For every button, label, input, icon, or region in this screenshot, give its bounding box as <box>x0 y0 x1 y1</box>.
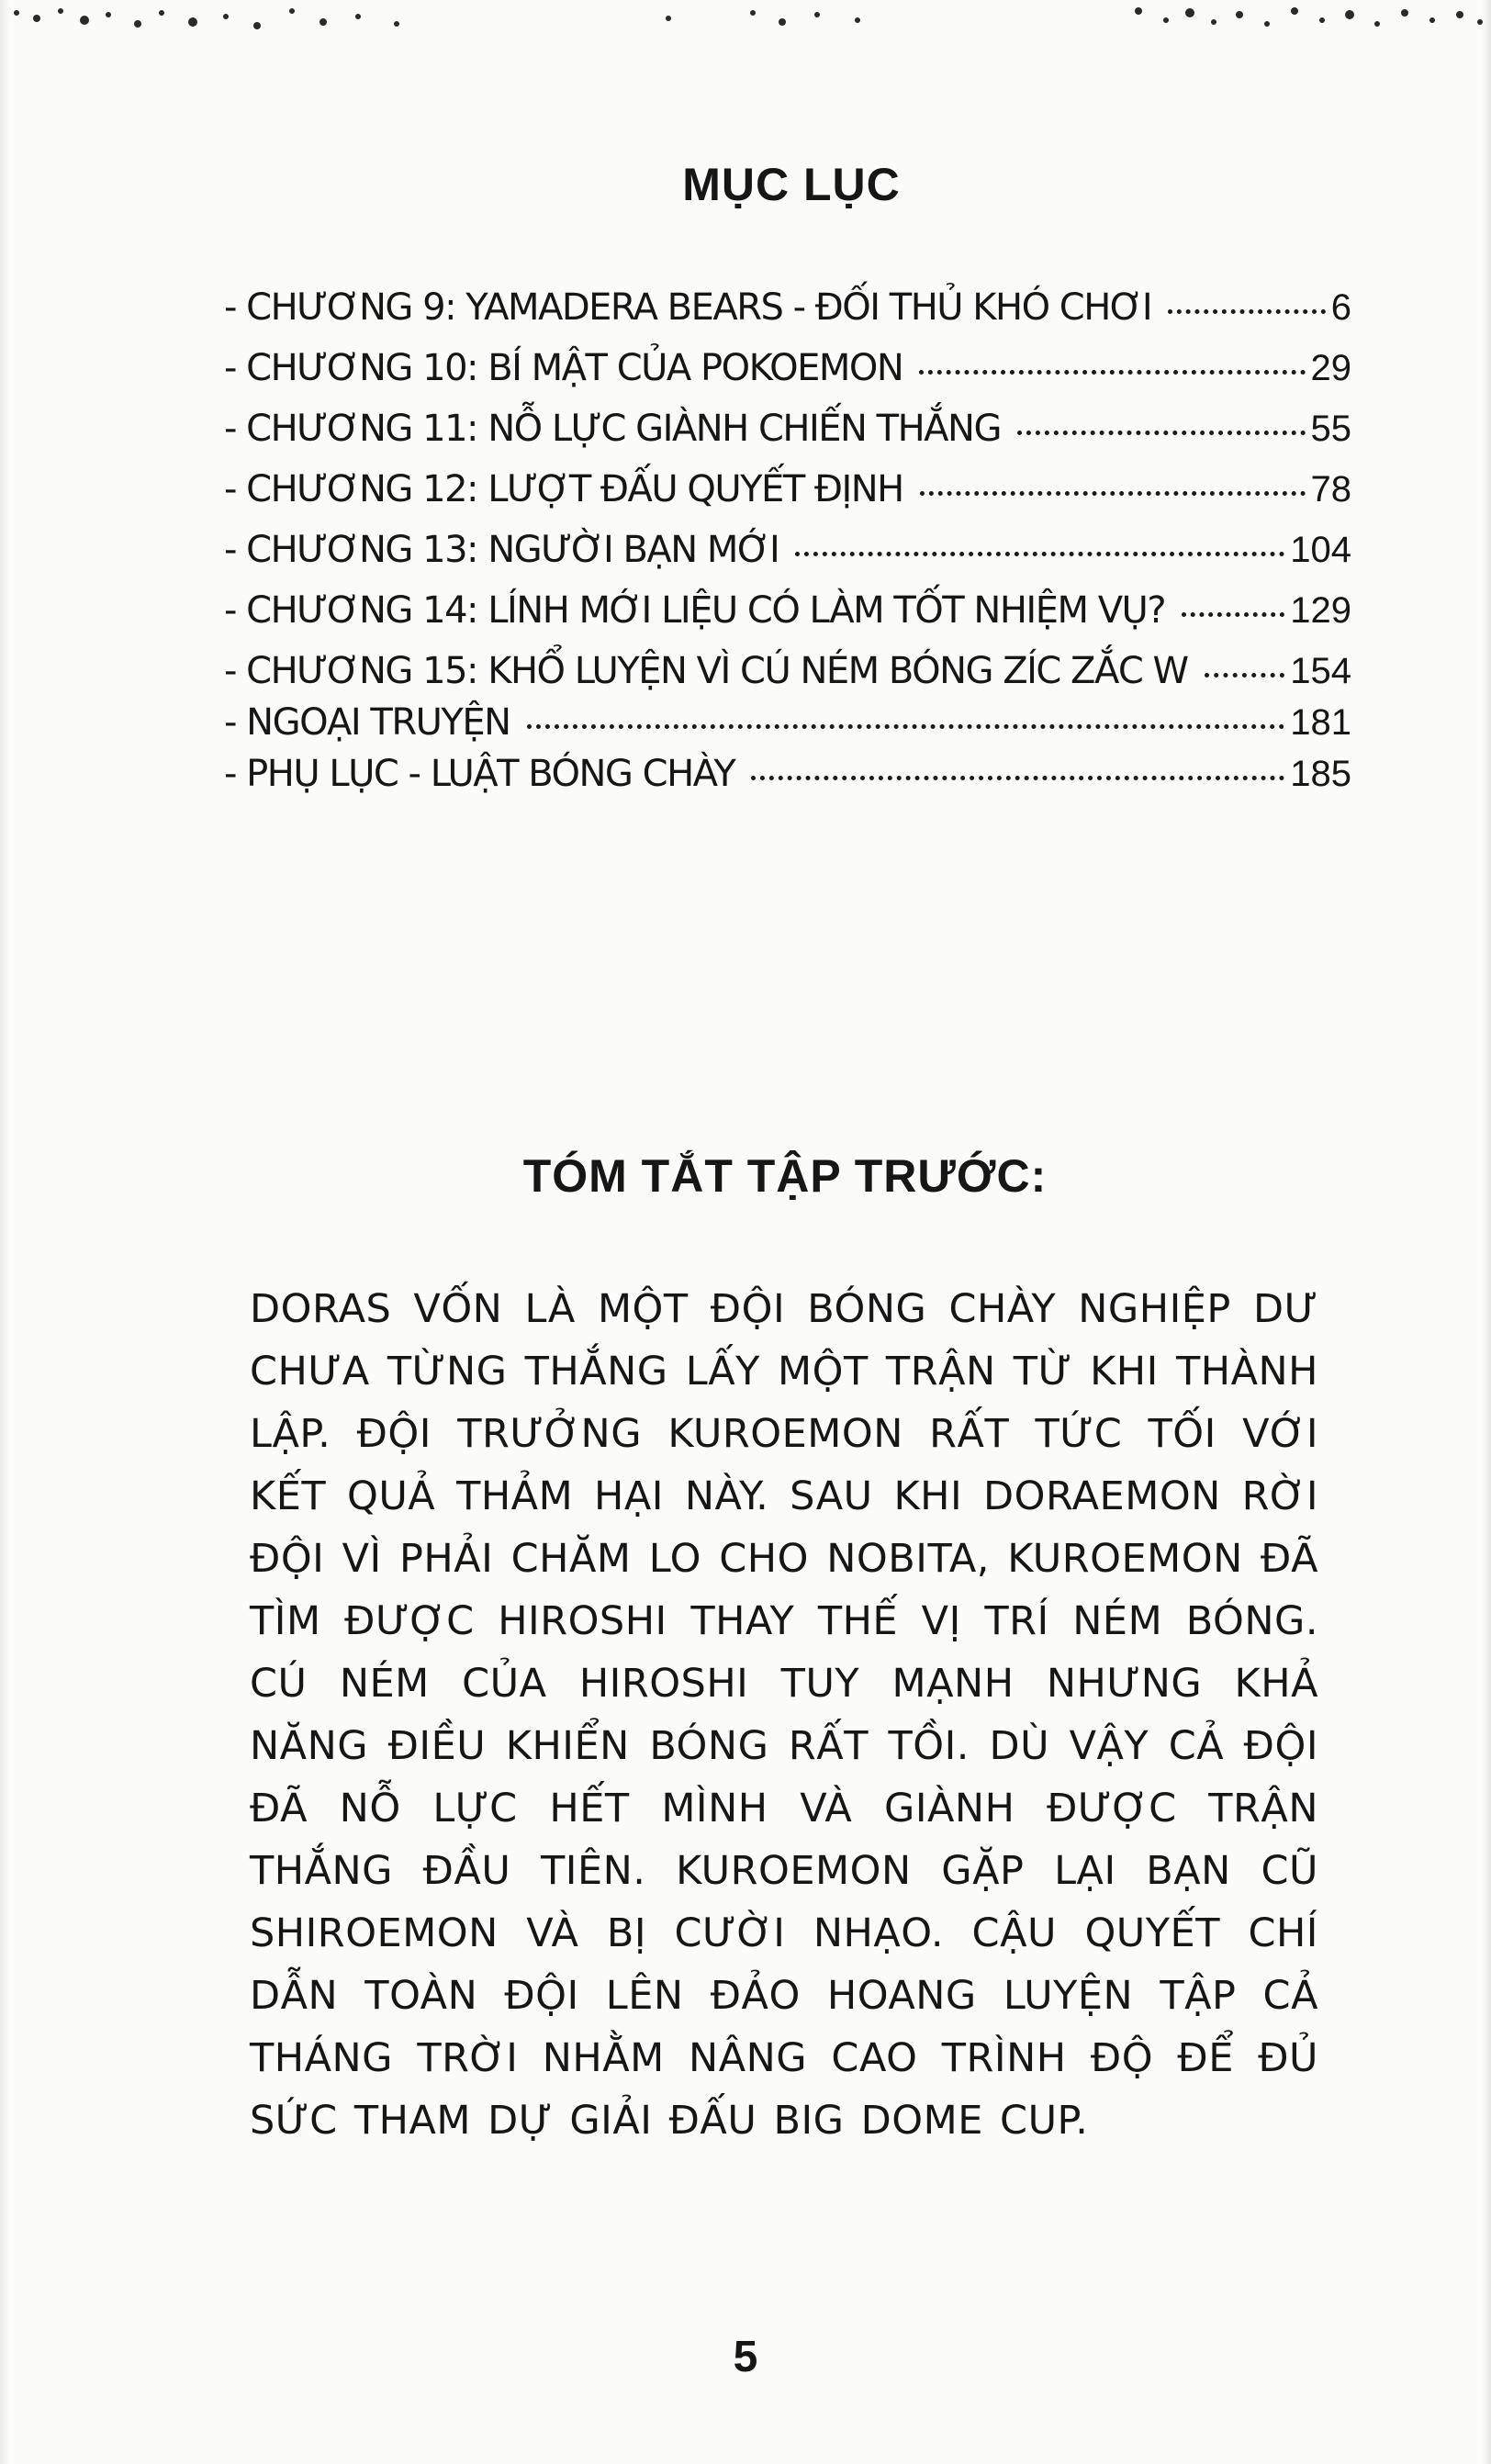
toc-entry-page: 154 <box>1290 651 1351 691</box>
scan-edge-left <box>0 0 9 2464</box>
toc-entry <box>224 408 1351 468</box>
toc-entry-label: - NGOẠI TRUYỆN <box>224 701 510 744</box>
toc-entry-page: 55 <box>1310 409 1351 449</box>
toc-entry <box>224 468 1351 529</box>
toc-entry-label: - CHƯƠNG 11: NỖ LỰC GIÀNH CHIẾN THẮNG <box>224 408 1001 450</box>
toc-dot-leader <box>751 776 1284 780</box>
toc-entry-page: 6 <box>1330 287 1351 328</box>
toc-dot-leader <box>795 552 1284 556</box>
toc-dot-leader <box>1168 309 1326 314</box>
scan-noise-band <box>0 0 1491 37</box>
summary-paragraph: DORAS VỐN LÀ MỘT ĐỘI BÓNG CHÀY NGHIỆP DƯ CHƯA TỪNG THẮNG LẤY MỘT TRẬN TỪ KHI THÀNH LẬP. ĐỘI TRƯỞNG KUROEMON RẤT TỨC TỐI VỚI KẾT QUẢ THẢM HẠI NÀY. SAU KHI DORAEMON RỜI ĐỘI VÌ PHẢI CHĂM LO CHO NOBITA, KUROEMON ĐÃ TÌM ĐƯỢC HIROSHI THAY THẾ VỊ TRÍ NÉM BÓNG. CÚ NÉM CỦA HIROSHI TUY MẠNH NHƯNG KHẢ NĂNG ĐIỀU KHIỂN BÓNG RẤT TỒI. DÙ VẬY CẢ ĐỘI ĐÃ NỖ LỰC HẾT MÌNH VÀ GIÀNH ĐƯỢC TRẬN THẮNG ĐẦU TIÊN. KUROEMON GẶP LẠI BẠN CŨ SHIROEMON VÀ BỊ CƯỜI NHẠO. CẬU QUYẾT CHÍ DẪN TOÀN ĐỘI LÊN ĐẢO HOANG LUYỆN TẬP CẢ THÁNG TRỜI NHẰM NÂNG CAO TRÌNH ĐỘ ĐỂ ĐỦ SỨC THAM DỰ GIẢI ĐẤU BIG DOME CUP. <box>250 1286 1318 2144</box>
toc-entry <box>224 286 1351 347</box>
toc-entry-page: 78 <box>1310 469 1351 510</box>
toc-entry <box>224 589 1351 650</box>
toc-dot-leader <box>1017 431 1306 435</box>
toc-dot-leader <box>1205 673 1285 678</box>
toc-entry <box>224 347 1351 408</box>
scan-edge-right <box>1482 0 1491 2464</box>
page-number: 5 <box>733 2333 758 2381</box>
toc-entry <box>224 529 1351 589</box>
toc-entry <box>224 701 1351 753</box>
toc-entry <box>224 650 1351 701</box>
toc-entry-page: 104 <box>1290 530 1351 570</box>
toc-entry-page: 29 <box>1310 348 1351 388</box>
toc-entry <box>224 753 1351 804</box>
toc-entry-page: 185 <box>1290 754 1351 794</box>
toc-dot-leader <box>920 491 1306 496</box>
toc-entry-label: - CHƯƠNG 9: YAMADERA BEARS - ĐỐI THỦ KHÓ CHƠI <box>224 286 1152 329</box>
toc-entry-label: - CHƯƠNG 14: LÍNH MỚI LIỆU CÓ LÀM TỐT NHIỆM VỤ? <box>224 589 1166 632</box>
toc-entry-label: - CHƯƠNG 13: NGƯỜI BẠN MỚI <box>224 529 779 571</box>
summary-title: TÓM TẮT TẬP TRƯỚC: <box>522 1150 1048 1202</box>
toc-entry-label: - CHƯƠNG 12: LƯỢT ĐẤU QUYẾT ĐỊNH <box>224 468 903 510</box>
toc-dot-leader <box>919 370 1305 375</box>
toc-entry-page: 129 <box>1290 590 1351 631</box>
toc-dot-leader <box>527 724 1285 729</box>
toc-dot-leader <box>1182 612 1284 617</box>
toc-entry-page: 181 <box>1290 702 1351 743</box>
table-of-contents <box>224 286 1351 804</box>
toc-entry-label: - CHƯƠNG 15: KHỔ LUYỆN VÌ CÚ NÉM BÓNG ZÍC ZẮC W <box>224 650 1188 692</box>
toc-title: MỤC LỤC <box>682 159 901 210</box>
toc-entry-label: - PHỤ LỤC - LUẬT BÓNG CHÀY <box>224 753 735 795</box>
toc-entry-label: - CHƯƠNG 10: BÍ MẬT CỦA POKOEMON <box>224 347 903 389</box>
